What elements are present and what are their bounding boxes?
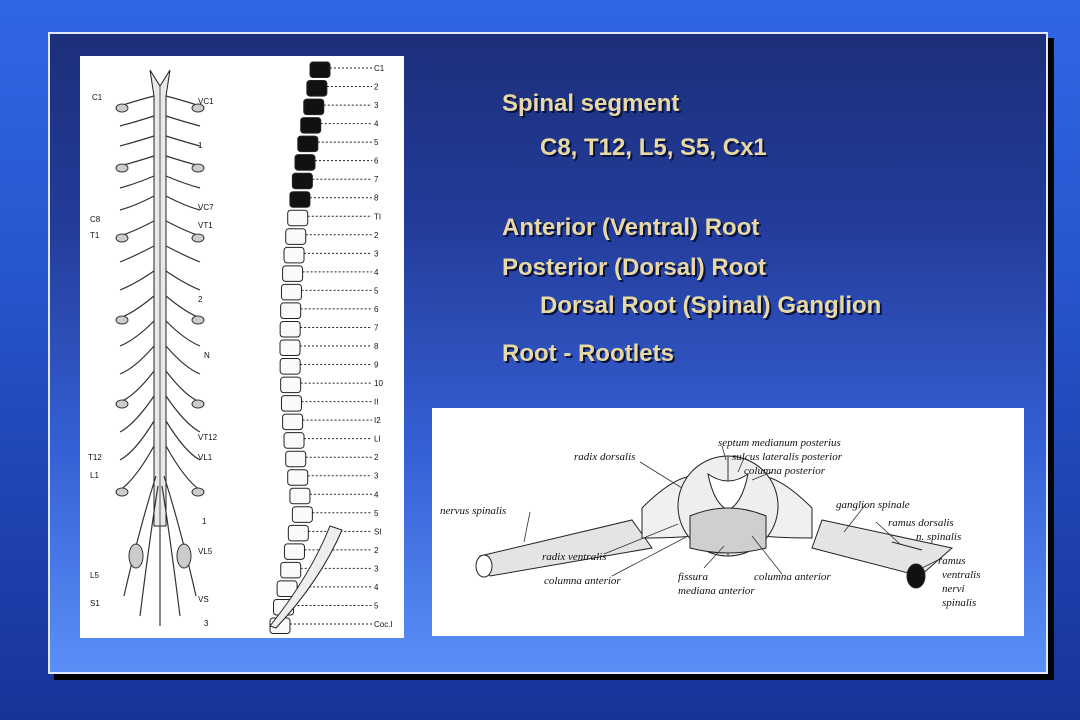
vertebra-segment (292, 507, 312, 523)
segment-label: 5 (374, 601, 379, 611)
vertebra-segment (284, 544, 304, 560)
vertebra-segment (281, 303, 301, 319)
label-fissura: fissura (678, 571, 708, 583)
spinal-cord-illustration (80, 56, 404, 638)
vertebra-segment (307, 81, 327, 97)
vertebra-segment (281, 562, 301, 578)
label-nervus-spinalis: nervus spinalis (440, 505, 507, 517)
label-t12: T12 (88, 453, 102, 462)
spinal-cord-drawing (80, 56, 404, 638)
label-columna-anterior-left: columna anterior (544, 575, 621, 587)
segment-label: C1 (374, 64, 385, 73)
label-ramus: ramus (938, 555, 966, 567)
segments-list: C8, T12, L5, S5, Cx1 (540, 134, 767, 161)
vertebra-segment (281, 377, 301, 393)
vertebra-segment (283, 414, 303, 430)
segment-label: 5 (374, 286, 379, 296)
vertebra-segment (284, 433, 304, 449)
heading-spinal-segment: Spinal segment (502, 90, 680, 117)
segment-label: Coc.I (374, 620, 393, 629)
label-c1: C1 (92, 93, 103, 102)
label-vc7: VC7 (198, 203, 214, 212)
label-t1: T1 (90, 231, 100, 240)
segment-label: 4 (374, 490, 379, 500)
label-s1: S1 (90, 599, 100, 608)
label-ganglion-spinale: ganglion spinale (836, 499, 910, 511)
anterior-root-line: Anterior (Ventral) Root (502, 214, 760, 241)
segment-label: I2 (374, 416, 381, 426)
label-l5: L5 (90, 571, 99, 580)
ganglion-line: Dorsal Root (Spinal) Ganglion (540, 292, 882, 319)
vertebra-segment (286, 229, 306, 245)
vertebra-segment (290, 192, 310, 208)
label-columna-anterior-right: columna anterior (754, 571, 831, 583)
label-radix-ventralis: radix ventralis (542, 551, 607, 563)
segment-label: 6 (374, 156, 379, 166)
segment-label: 2 (374, 82, 379, 92)
vertebra-segment (288, 525, 308, 541)
segment-label: SI (374, 527, 382, 537)
label-1-top: 1 (198, 141, 203, 150)
segment-label: 4 (374, 267, 379, 277)
label-n-spinalis: n. spinalis (916, 531, 962, 543)
label-radix-dorsalis: radix dorsalis (574, 451, 636, 463)
label-spinalis: spinalis (942, 597, 977, 609)
vertebra-segment (298, 136, 318, 152)
label-vc1: VC1 (198, 97, 214, 106)
segment-label: 5 (374, 138, 379, 148)
label-vt1: VT1 (198, 221, 213, 230)
segment-label: 3 (374, 101, 379, 111)
label-vl5: VL5 (198, 547, 213, 556)
label-2: 2 (198, 295, 203, 304)
segment-label: 7 (374, 323, 379, 333)
label-vs: VS (198, 595, 209, 604)
segment-label: 5 (374, 508, 379, 518)
label-l1: L1 (90, 471, 99, 480)
label-c8: C8 (90, 215, 101, 224)
segment-label: 8 (374, 342, 379, 351)
vertebra-segment (280, 340, 300, 356)
label-3: 3 (204, 619, 209, 628)
segment-label: 4 (374, 119, 379, 129)
segment-label: 3 (374, 564, 379, 574)
label-n: N (204, 351, 210, 360)
vertebra-segment (292, 173, 312, 189)
cross-section-drawing (432, 408, 1024, 636)
vertebra-segment (310, 62, 330, 78)
vertebra-segment (295, 155, 315, 171)
label-ramus-dorsalis: ramus dorsalis (888, 517, 954, 529)
vertebra-segment (304, 99, 324, 115)
spinal-cord-cross-section (432, 408, 1024, 636)
vertebra-segment (280, 321, 300, 337)
vertebra-segment (284, 247, 304, 263)
segment-label: 3 (374, 471, 379, 481)
segment-label: II (374, 397, 379, 407)
vertebra-segment (290, 488, 310, 504)
vertebra-segment (281, 396, 301, 412)
segment-label: 2 (374, 545, 379, 555)
label-vl1: VL1 (198, 453, 213, 462)
segment-label: 6 (374, 304, 379, 314)
segment-label: 2 (374, 453, 379, 463)
segment-label: 2 (374, 230, 379, 240)
segment-label: LI (374, 434, 381, 444)
segment-label: 8 (374, 193, 379, 203)
vertebra-segment (286, 451, 306, 467)
segment-label: 4 (374, 582, 379, 592)
vertebra-segment (288, 210, 308, 226)
label-sulcus: sulcus lateralis posterior (732, 451, 843, 463)
segment-label: 3 (374, 249, 379, 259)
vertebra-segment (283, 266, 303, 282)
label-nervi: nervi (942, 583, 965, 595)
vertebra-segment (280, 359, 300, 375)
label-mediana-anterior: mediana anterior (678, 585, 755, 597)
root-rootlets-line: Root - Rootlets (502, 340, 674, 367)
segment-label: TI (374, 212, 382, 222)
segment-label: 10 (374, 379, 383, 389)
label-columna-posterior: columna posterior (744, 465, 825, 477)
segment-label: 9 (374, 360, 379, 370)
posterior-root-line: Posterior (Dorsal) Root (502, 254, 767, 281)
vertebra-segment (281, 284, 301, 300)
segment-label: 7 (374, 175, 379, 185)
label-vt12: VT12 (198, 433, 218, 442)
vertebra-segment (288, 470, 308, 486)
label-septum: septum medianum posterius (718, 437, 841, 449)
label-ventralis: ventralis (942, 569, 981, 581)
vertebra-segment (301, 118, 321, 134)
label-1-low: 1 (202, 517, 207, 526)
